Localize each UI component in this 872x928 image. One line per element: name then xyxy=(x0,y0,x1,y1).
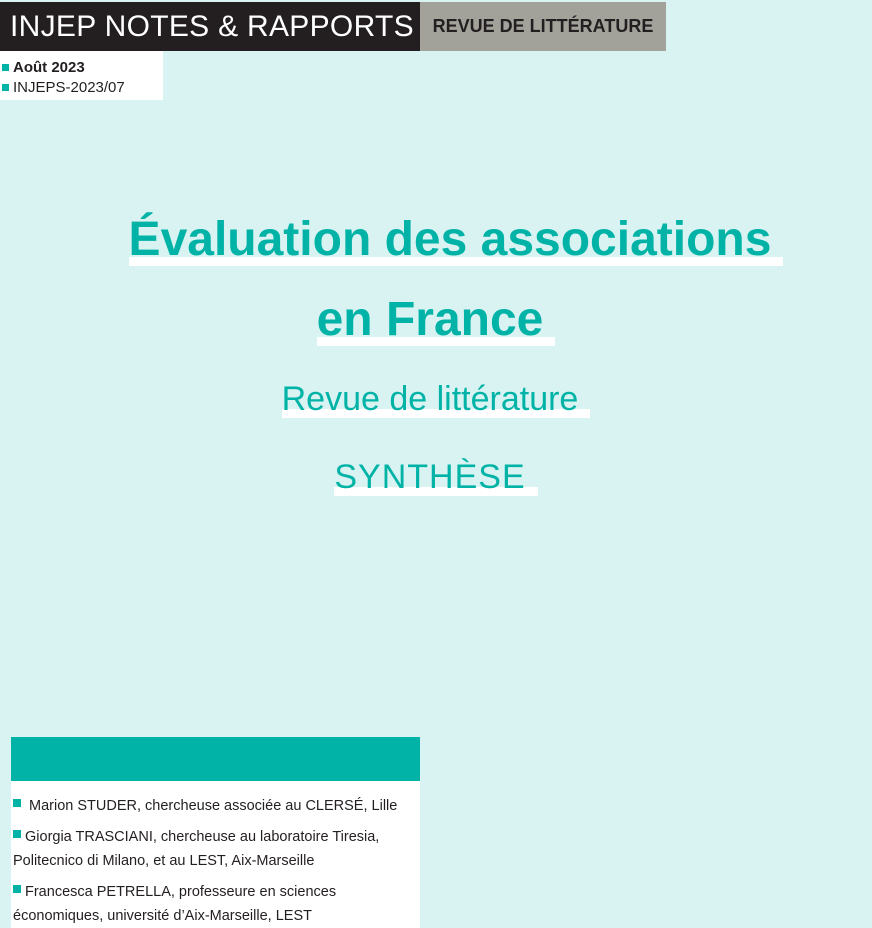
publication-date-line xyxy=(2,57,163,77)
author-item xyxy=(13,825,414,873)
document-type-tag xyxy=(420,2,666,51)
series-banner xyxy=(0,2,420,51)
author-item xyxy=(13,794,414,818)
publication-meta xyxy=(0,51,163,100)
square-bullet-icon xyxy=(2,84,9,91)
publication-reference-line xyxy=(2,77,163,97)
main-title-line-1 xyxy=(0,212,872,267)
main-title-line-2 xyxy=(0,292,872,347)
square-bullet-icon xyxy=(13,799,21,807)
author-text: Francesca PETRELLA, professeure en sciences économiques, université d’Aix-Marseille, LEST xyxy=(13,884,337,924)
author-item xyxy=(13,880,414,928)
document-kind-text: SYNTHÈSE xyxy=(334,458,537,496)
square-bullet-icon xyxy=(2,64,9,71)
document-type-label: REVUE DE LITTÉRATURE xyxy=(432,16,654,36)
author-text: Giorgia TRASCIANI, chercheuse au laboratoire Tiresia, Politecnico di Milano, et au LEST, Aix-Marseille xyxy=(13,829,380,869)
subtitle xyxy=(0,380,872,419)
authors-list xyxy=(11,781,420,928)
author-text: Marion STUDER, chercheuse associée au CLERSÉ, Lille xyxy=(25,798,398,814)
publication-reference: INJEPS-2023/07 xyxy=(13,78,125,96)
series-name: INJEP NOTES & RAPPORTS xyxy=(10,10,414,43)
authors-header-band xyxy=(11,737,420,781)
main-title-text-1: Évaluation des associations xyxy=(129,213,784,266)
subtitle-text: Revue de littérature xyxy=(282,380,591,418)
square-bullet-icon xyxy=(13,830,21,838)
main-title-text-2: en France xyxy=(317,293,556,346)
square-bullet-icon xyxy=(13,885,21,893)
document-kind xyxy=(0,458,872,497)
publication-date: Août 2023 xyxy=(13,58,85,76)
